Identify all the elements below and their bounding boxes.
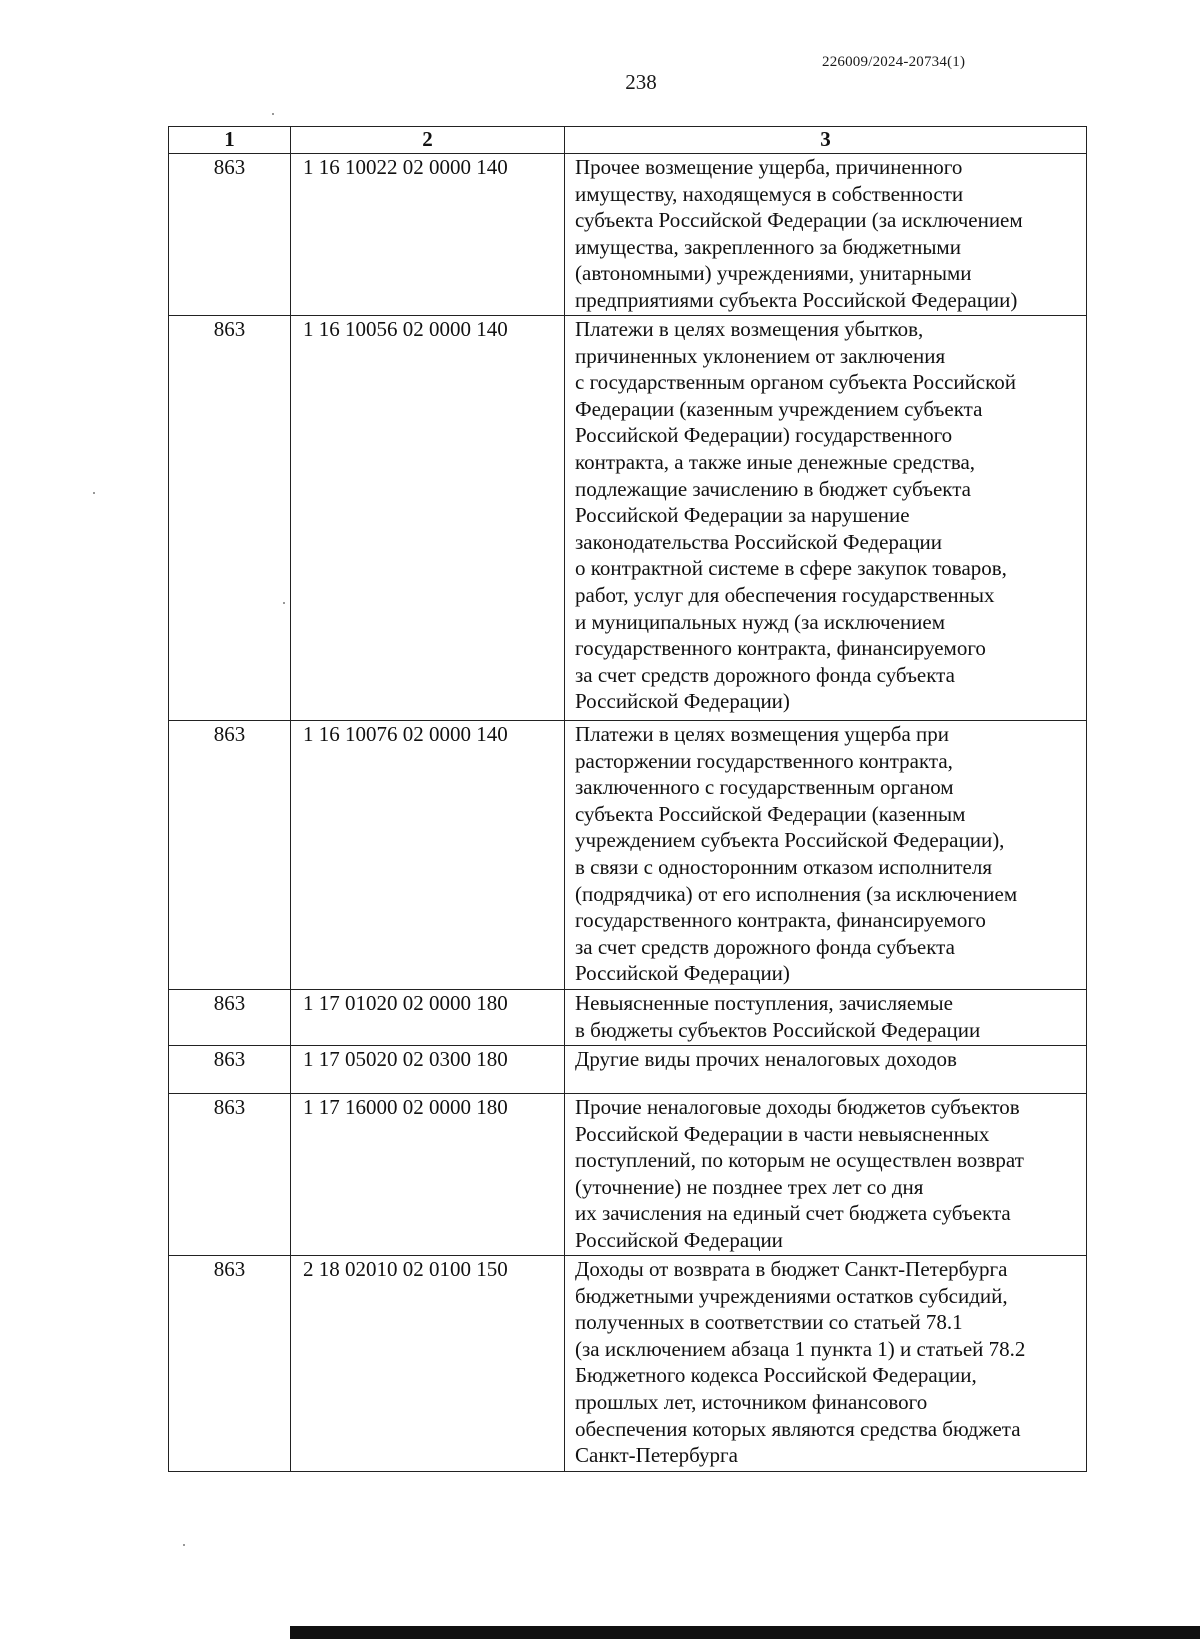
- classification-code-cell: 1 17 05020 02 0300 180: [291, 1046, 565, 1094]
- classification-code-cell: 2 18 02010 02 0100 150: [291, 1256, 565, 1472]
- classification-code-cell: 1 17 01020 02 0000 180: [291, 990, 565, 1046]
- page-number: 238: [625, 70, 657, 94]
- table-row: [169, 1094, 1087, 1256]
- table-row: [169, 316, 1087, 721]
- column-header-1: 1: [169, 127, 291, 154]
- admin-code-cell: 863: [169, 1094, 291, 1256]
- document-registration-number: 226009/2024-20734(1): [822, 54, 966, 70]
- scan-speck: [183, 1544, 185, 1546]
- column-header-3: 3: [565, 127, 1087, 154]
- description-cell: Доходы от возврата в бюджет Санкт-Петербурга бюджетными учреждениями остатков субсидий, полученных в соответствии со статьей 78.1 (за исключением абзаца 1 пункта 1) и статьей 78.2 Бюджетного кодекса Российской Федерации, прошлых лет, источником финансового обеспечения которых являются средства бюджета Санкт-Петербурга: [565, 1256, 1087, 1472]
- admin-code-cell: 863: [169, 316, 291, 721]
- scan-speck: [93, 492, 95, 494]
- admin-code-cell: 863: [169, 154, 291, 316]
- scan-speck: [283, 602, 285, 604]
- table-row: [169, 990, 1087, 1046]
- admin-code-cell: 863: [169, 1046, 291, 1094]
- description-cell: Другие виды прочих неналоговых доходов: [565, 1046, 1087, 1094]
- table-row: [169, 154, 1087, 316]
- admin-code-cell: 863: [169, 721, 291, 990]
- classification-code-cell: 1 17 16000 02 0000 180: [291, 1094, 565, 1256]
- revenue-codes-table: [168, 126, 1087, 1472]
- description-cell: Платежи в целях возмещения ущерба при расторжении государственного контракта, заключенного с государственным органом субъекта Российской Федерации (казенным учреждением субъекта Российской Федерации), в связи с односторонним отказом исполнителя (подрядчика) от его исполнения (за исключением государственного контракта, финансируемого за счет средств дорожного фонда субъекта Российской Федерации): [565, 721, 1087, 990]
- scan-edge-bar: [290, 1626, 1200, 1639]
- table-row: [169, 721, 1087, 990]
- admin-code-cell: 863: [169, 990, 291, 1046]
- table-row: [169, 1046, 1087, 1094]
- description-cell: Прочие неналоговые доходы бюджетов субъектов Российской Федерации в части невыясненных поступлений, по которым не осуществлен возврат (уточнение) не позднее трех лет со дня их зачисления на единый счет бюджета субъекта Российской Федерации: [565, 1094, 1087, 1256]
- scan-speck: [272, 113, 274, 115]
- description-cell: Платежи в целях возмещения убытков, причиненных уклонением от заключения с государственным органом субъекта Российской Федерации (казенным учреждением субъекта Российской Федерации) государственного контракта, а также иные денежные средства, подлежащие зачислению в бюджет субъекта Российской Федерации за нарушение законодательства Российской Федерации о контрактной системе в сфере закупок товаров, работ, услуг для обеспечения государственных и муниципальных нужд (за исключением государственного контракта, финансируемого за счет средств дорожного фонда субъекта Российской Федерации): [565, 316, 1087, 721]
- classification-code-cell: 1 16 10076 02 0000 140: [291, 721, 565, 990]
- description-cell: Невыясненные поступления, зачисляемые в бюджеты субъектов Российской Федерации: [565, 990, 1087, 1046]
- table-row: [169, 1256, 1087, 1472]
- classification-code-cell: 1 16 10022 02 0000 140: [291, 154, 565, 316]
- admin-code-cell: 863: [169, 1256, 291, 1472]
- description-cell: Прочее возмещение ущерба, причиненного имуществу, находящемуся в собственности субъекта Российской Федерации (за исключением имущества, закрепленного за бюджетными (автономными) учреждениями, унитарными предприятиями субъекта Российской Федерации): [565, 154, 1087, 316]
- column-header-2: 2: [291, 127, 565, 154]
- table-header-row: [169, 127, 1087, 154]
- classification-code-cell: 1 16 10056 02 0000 140: [291, 316, 565, 721]
